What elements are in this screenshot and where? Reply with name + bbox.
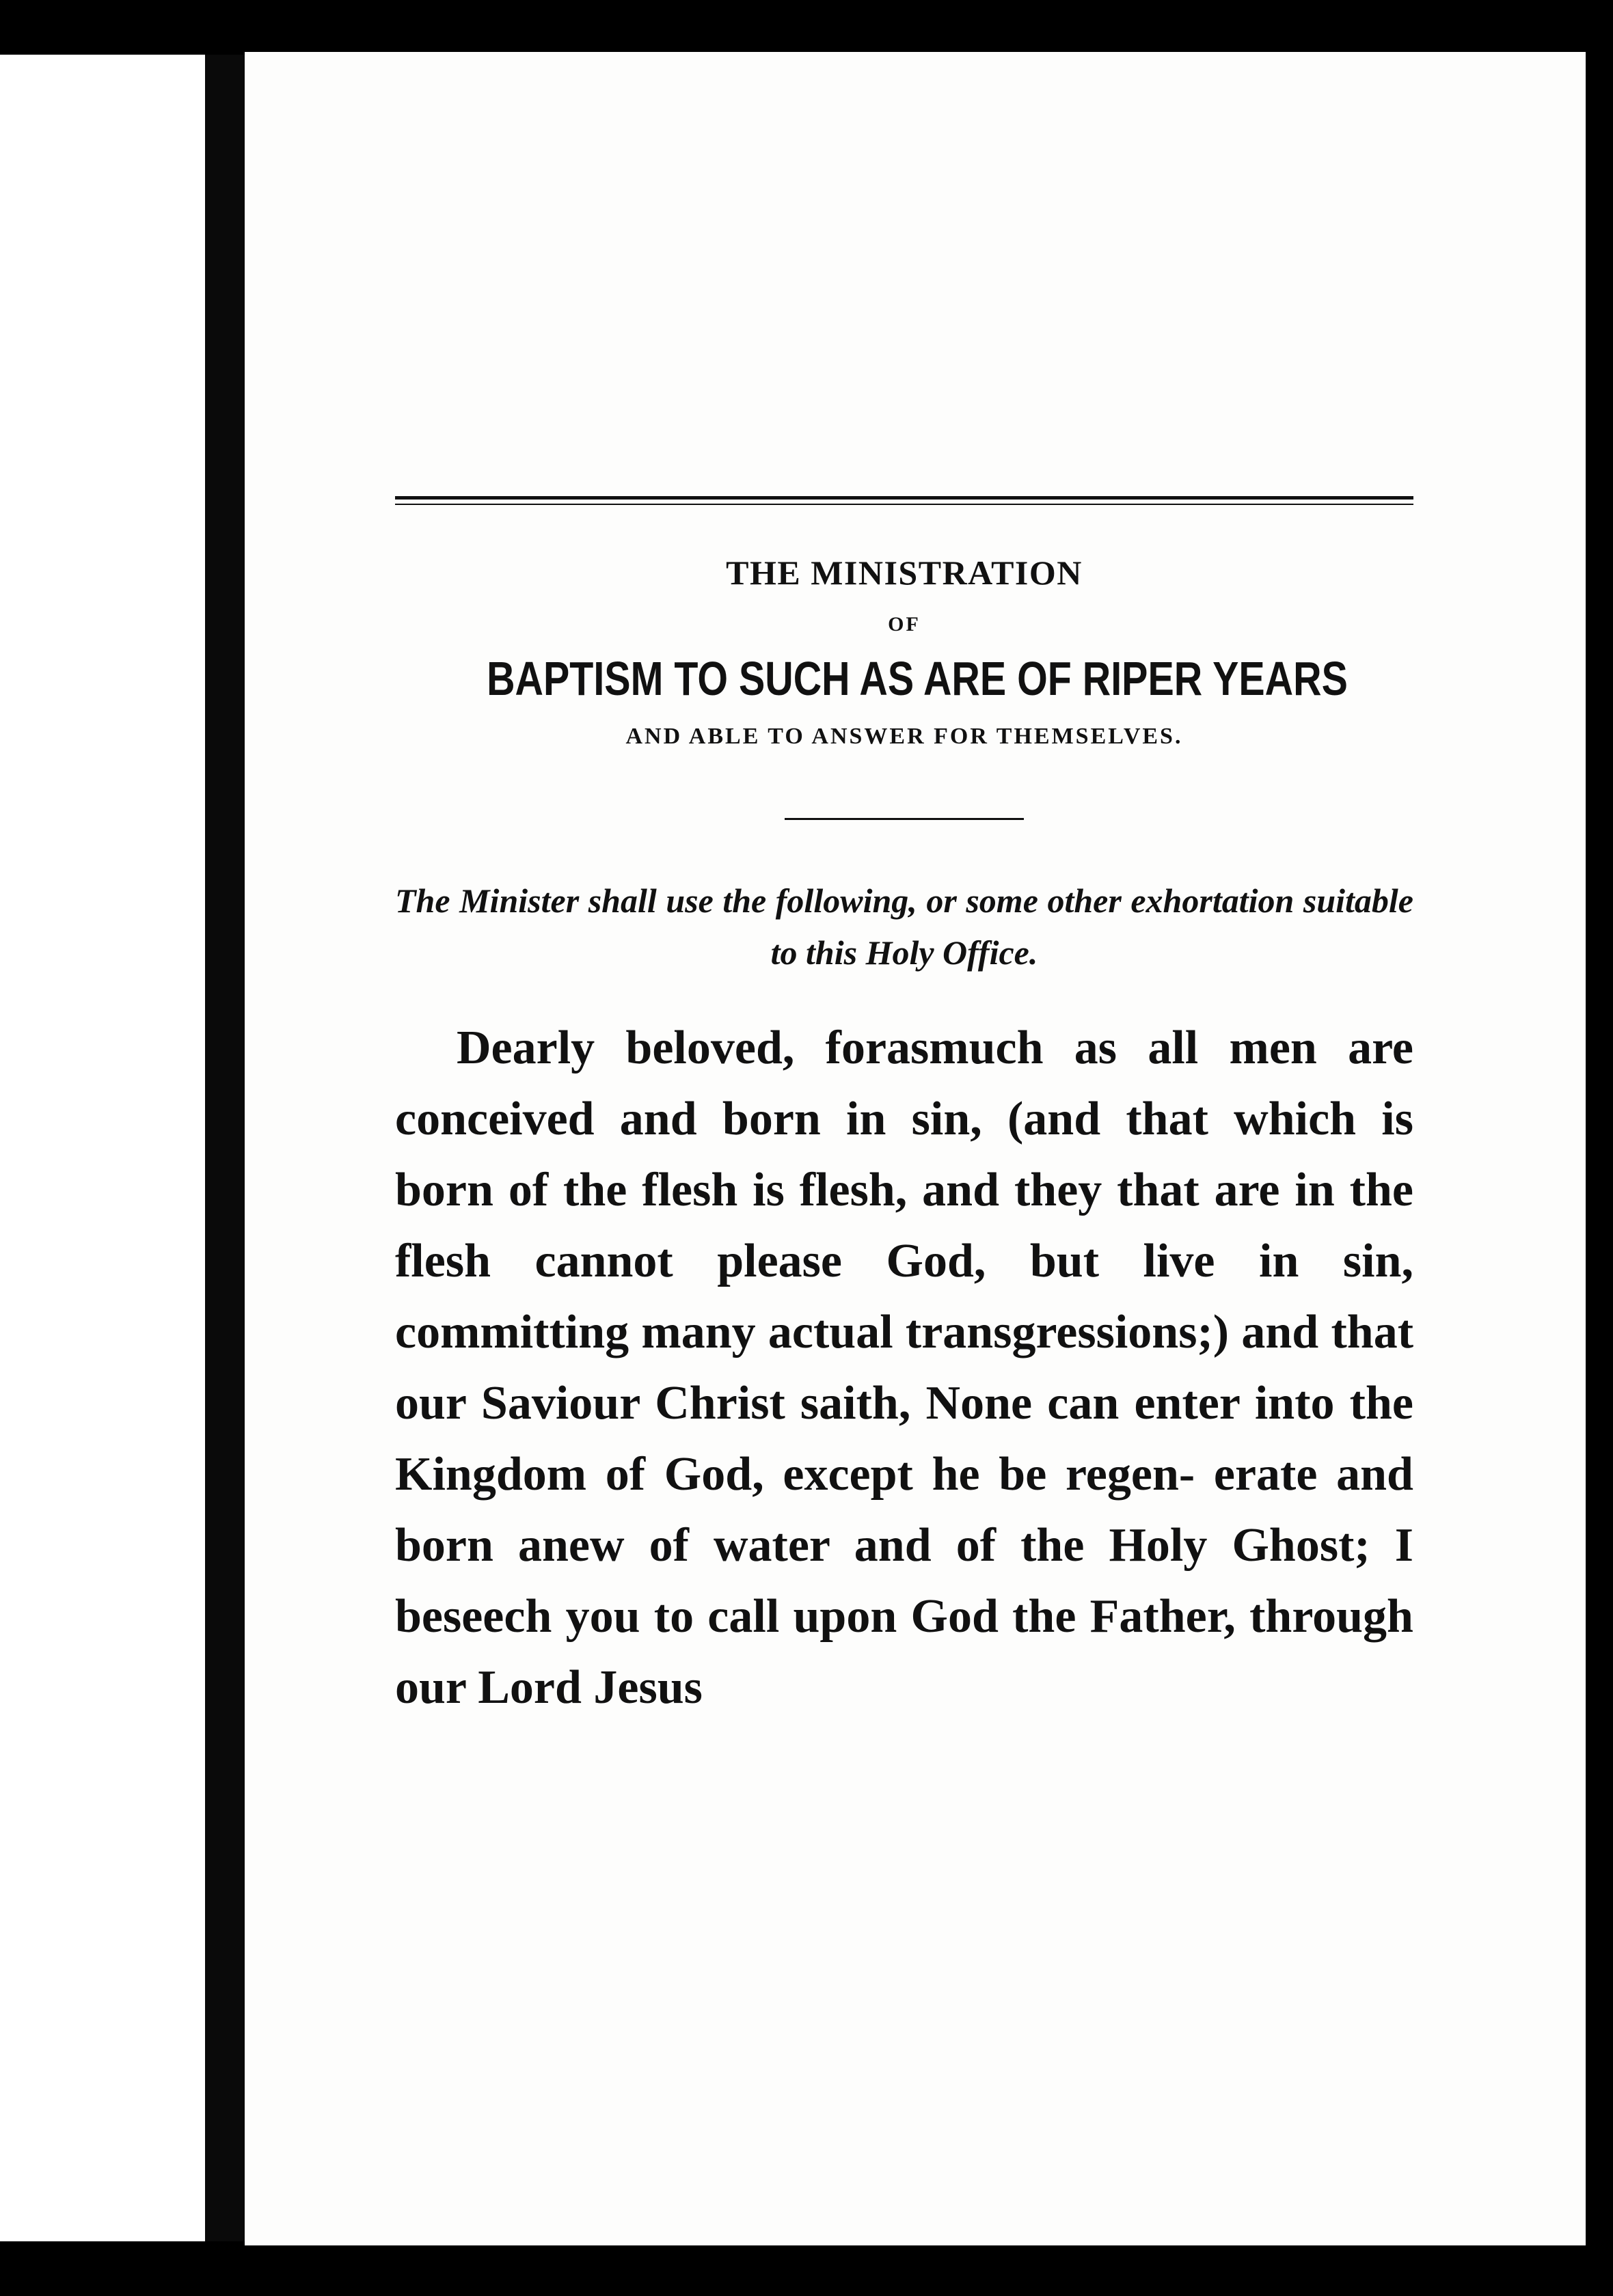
double-rule: [395, 496, 1413, 505]
page-title: THE MINISTRATION: [726, 554, 1083, 592]
book-page: [245, 52, 1586, 2245]
rubric-instruction: The Minister shall use the following, or some other exhortation suitable to this Holy Office.: [395, 882, 1413, 972]
book-gutter: [205, 55, 246, 2241]
page-subtitle-secondary: AND ABLE TO ANSWER FOR THEMSELVES.: [625, 724, 1183, 749]
section-divider: [785, 818, 1024, 820]
page-subtitle: BAPTISM TO SUCH AS ARE OF RIPER YEARS: [487, 652, 1348, 705]
page-content: [395, 496, 1413, 1771]
exhortation-paragraph: Dearly beloved, forasmuch as all men are conceived and born in sin, (and that which is born of the flesh is flesh, and they that are in the flesh cannot please God, but live in sin, committing many actual transgressions;) and that our Saviour Christ saith, None can enter into the Kingdom of God, except he be regen- erate and born anew of water and of the Holy Ghost; I beseech you to call upon God the Father, through our Lord Jesus: [395, 1022, 1413, 1714]
title-connector: OF: [888, 613, 921, 636]
facing-page: [0, 55, 205, 2241]
